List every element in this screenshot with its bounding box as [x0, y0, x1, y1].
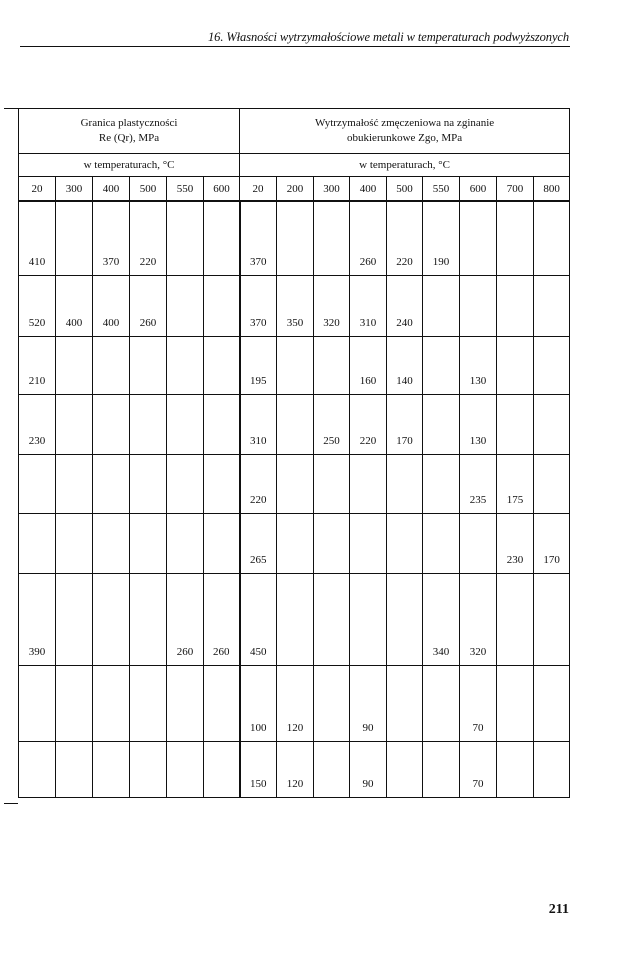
table-cell [93, 665, 130, 741]
table-cell: 260 [204, 573, 240, 665]
table-cell [167, 454, 204, 513]
table-cell: 250 [314, 394, 350, 454]
table-cell: 130 [460, 394, 497, 454]
table-cell: 230 [19, 394, 56, 454]
yield-temp-550: 550 [167, 177, 204, 202]
table-cell [204, 336, 240, 394]
table-cell [130, 336, 167, 394]
table-cell [460, 275, 497, 336]
fatigue-strength-title: Wytrzymałość zmęczeniowa na zginanie [314, 117, 495, 129]
table-cell: 310 [350, 275, 387, 336]
table-cell: 450 [240, 573, 277, 665]
table-row [19, 336, 570, 394]
table-cell [56, 201, 93, 275]
table-cell [423, 741, 460, 797]
yield-strength-unit: Re (Qr), MPa [98, 132, 160, 144]
table-cell [19, 513, 56, 573]
table-cell [534, 275, 570, 336]
table-cell [56, 394, 93, 454]
table-cell [387, 741, 423, 797]
table-cell [204, 665, 240, 741]
fatigue-strength-header [240, 109, 570, 154]
table-cell: 260 [167, 573, 204, 665]
table-cell [93, 741, 130, 797]
table-cell [277, 394, 314, 454]
table-cell: 260 [350, 201, 387, 275]
fatigue-temperature-label: w temperaturach, °C [240, 154, 570, 177]
table-row [19, 513, 570, 573]
table-body [19, 201, 570, 797]
yield-temperature-label: w temperaturach, °C [19, 154, 240, 177]
table-cell: 220 [130, 201, 167, 275]
table-cell [167, 665, 204, 741]
table-cell: 100 [240, 665, 277, 741]
table-cell: 120 [277, 665, 314, 741]
fatigue-temp-20: 20 [240, 177, 277, 202]
table-cell [93, 336, 130, 394]
table-row [19, 665, 570, 741]
properties-table [18, 108, 570, 798]
table-row [19, 394, 570, 454]
table-cell: 120 [277, 741, 314, 797]
table-cell [56, 454, 93, 513]
table-cell [497, 275, 534, 336]
table-cell [423, 454, 460, 513]
table-cell [497, 741, 534, 797]
table-cell: 390 [19, 573, 56, 665]
table-cell [93, 573, 130, 665]
fatigue-temp-550: 550 [423, 177, 460, 202]
table-cell [19, 665, 56, 741]
table-cell: 310 [240, 394, 277, 454]
page-number: 211 [548, 902, 569, 917]
fatigue-temp-800: 800 [534, 177, 570, 202]
table-cell: 340 [423, 573, 460, 665]
table-cell [130, 665, 167, 741]
yield-temp-600: 600 [204, 177, 240, 202]
table-cell [56, 741, 93, 797]
table-cell [204, 275, 240, 336]
table-cell [423, 513, 460, 573]
table-cell: 400 [93, 275, 130, 336]
table-cell [497, 336, 534, 394]
header-row-temperatures [19, 177, 570, 202]
table-cell [497, 201, 534, 275]
table-cell [56, 573, 93, 665]
table-cell: 370 [240, 201, 277, 275]
table-cell [387, 513, 423, 573]
table-cell: 235 [460, 454, 497, 513]
table-cell [534, 573, 570, 665]
table-cell [167, 513, 204, 573]
table-cell [460, 201, 497, 275]
yield-temp-500: 500 [130, 177, 167, 202]
table-cell [93, 513, 130, 573]
table-cell [56, 336, 93, 394]
header-row-main [19, 109, 570, 154]
table-cell: 240 [387, 275, 423, 336]
table-cell [167, 741, 204, 797]
table-cell [497, 573, 534, 665]
table-cell [387, 573, 423, 665]
table-cell [534, 394, 570, 454]
fatigue-temp-400: 400 [350, 177, 387, 202]
table-cell: 195 [240, 336, 277, 394]
table-cell [534, 201, 570, 275]
fatigue-strength-unit: obukierunkowe Zgo, MPa [347, 132, 463, 144]
table-cell [167, 336, 204, 394]
table-cell [204, 741, 240, 797]
table-cell: 70 [460, 741, 497, 797]
header-row-sub [19, 154, 570, 177]
table-cell [277, 513, 314, 573]
table-cell: 170 [534, 513, 570, 573]
table-left-stub-bottom [4, 803, 18, 804]
table-cell: 370 [240, 275, 277, 336]
yield-temp-400: 400 [93, 177, 130, 202]
table-cell: 220 [350, 394, 387, 454]
table-cell: 265 [240, 513, 277, 573]
table-cell [56, 665, 93, 741]
table-cell: 220 [387, 201, 423, 275]
table-cell [277, 454, 314, 513]
table-cell [277, 573, 314, 665]
table-cell [93, 454, 130, 513]
table-cell [350, 573, 387, 665]
table-cell: 210 [19, 336, 56, 394]
table-cell [497, 394, 534, 454]
table-cell [130, 513, 167, 573]
table-cell [314, 454, 350, 513]
table-cell: 400 [56, 275, 93, 336]
table-cell [93, 394, 130, 454]
table-cell [204, 454, 240, 513]
table-cell: 220 [240, 454, 277, 513]
table-cell [56, 513, 93, 573]
table-left-stub-top [4, 108, 18, 109]
running-head: 16. Własności wytrzymałościowe metali w temperaturach podwyższonych [208, 30, 569, 44]
table-cell: 160 [350, 336, 387, 394]
table-cell: 190 [423, 201, 460, 275]
table-cell [314, 201, 350, 275]
table-cell [204, 394, 240, 454]
table-cell: 140 [387, 336, 423, 394]
table-cell [204, 513, 240, 573]
table-cell [19, 741, 56, 797]
table-cell [350, 454, 387, 513]
yield-temp-20: 20 [19, 177, 56, 202]
table-cell: 70 [460, 665, 497, 741]
table-cell [19, 454, 56, 513]
table-cell: 410 [19, 201, 56, 275]
table-cell [423, 394, 460, 454]
table-cell [534, 336, 570, 394]
table-cell [387, 454, 423, 513]
table-cell [534, 741, 570, 797]
table-row [19, 573, 570, 665]
table-cell [314, 336, 350, 394]
table-cell [423, 336, 460, 394]
table-cell [423, 665, 460, 741]
table-cell [423, 275, 460, 336]
table-cell: 320 [314, 275, 350, 336]
fatigue-temp-200: 200 [277, 177, 314, 202]
table-cell: 260 [130, 275, 167, 336]
table-cell [204, 201, 240, 275]
table-cell: 175 [497, 454, 534, 513]
table-cell [130, 454, 167, 513]
table-cell [167, 394, 204, 454]
table-cell: 90 [350, 741, 387, 797]
table-cell: 230 [497, 513, 534, 573]
table-cell [314, 573, 350, 665]
header-rule [20, 46, 570, 47]
table-cell [314, 665, 350, 741]
table-cell [130, 394, 167, 454]
table-cell: 150 [240, 741, 277, 797]
table-cell: 520 [19, 275, 56, 336]
fatigue-temp-600: 600 [460, 177, 497, 202]
table-cell: 90 [350, 665, 387, 741]
table-cell [314, 513, 350, 573]
table-row [19, 201, 570, 275]
table-row [19, 454, 570, 513]
table-cell [167, 275, 204, 336]
table-cell [534, 454, 570, 513]
table-cell: 320 [460, 573, 497, 665]
table-cell [277, 336, 314, 394]
table-cell [130, 573, 167, 665]
yield-temp-300: 300 [56, 177, 93, 202]
yield-strength-title: Granica plastyczności [80, 117, 178, 129]
table-cell [167, 201, 204, 275]
fatigue-temp-700: 700 [497, 177, 534, 202]
table-cell [350, 513, 387, 573]
table-cell [534, 665, 570, 741]
table-row [19, 741, 570, 797]
table-cell [387, 665, 423, 741]
table-cell [460, 513, 497, 573]
table-cell: 350 [277, 275, 314, 336]
table-cell [130, 741, 167, 797]
table-cell: 130 [460, 336, 497, 394]
table-cell [497, 665, 534, 741]
fatigue-temp-500: 500 [387, 177, 423, 202]
yield-strength-header [19, 109, 240, 154]
table-cell: 370 [93, 201, 130, 275]
fatigue-temp-300: 300 [314, 177, 350, 202]
table-cell [277, 201, 314, 275]
table-cell: 170 [387, 394, 423, 454]
table-row [19, 275, 570, 336]
table-cell [314, 741, 350, 797]
